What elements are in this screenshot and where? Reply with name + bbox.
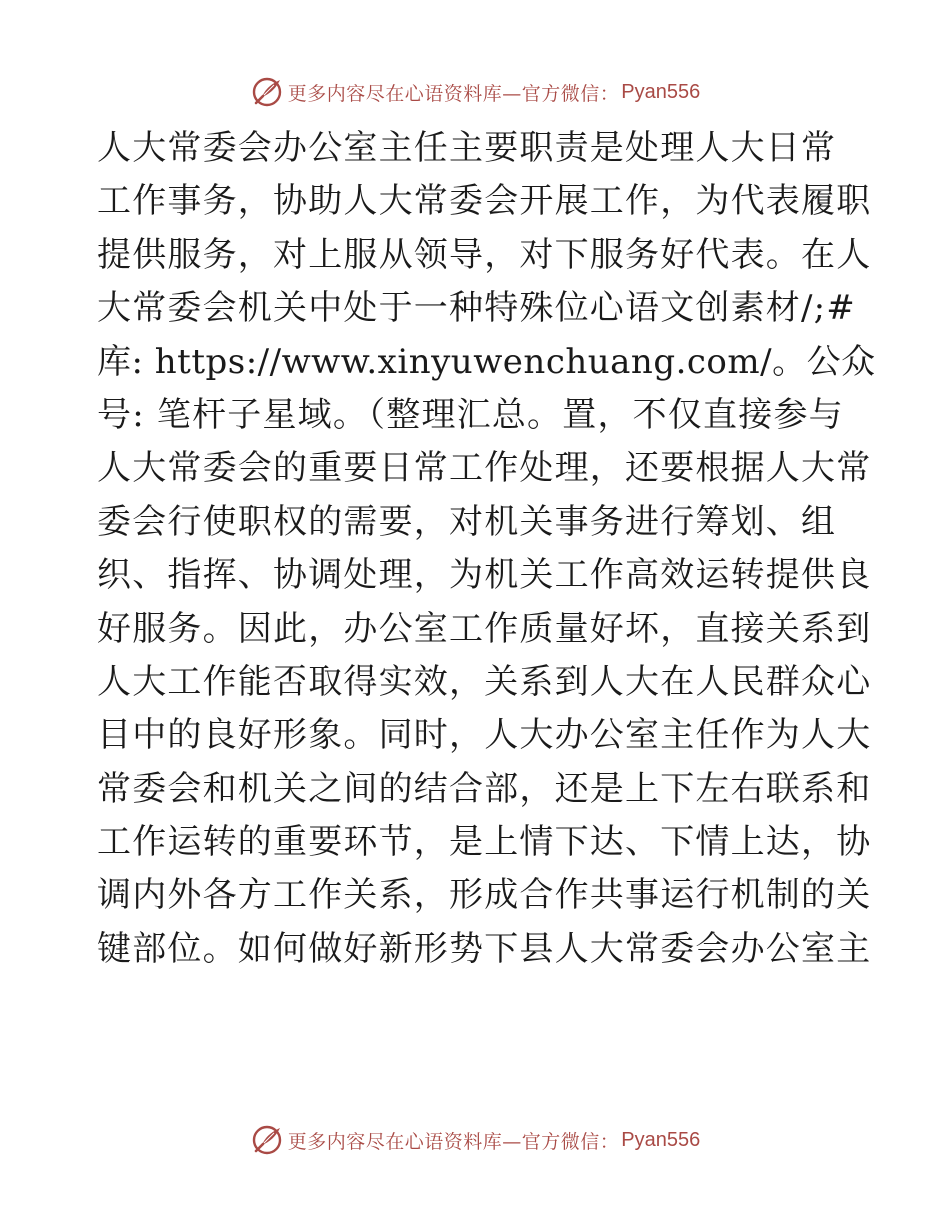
quill-pen-icon	[250, 75, 284, 109]
document-body	[97, 122, 876, 976]
text-line: 人大常委会的重要日常工作处理，还要根据人大常	[97, 448, 872, 489]
banner-text: 更多内容尽在心语资料库—官方微信：	[287, 1130, 620, 1153]
text-line: 好服务。因此，办公室工作质量好坏，直接关系到	[97, 608, 872, 649]
text-line: 调内外各方工作关系，形成合作共事运行机制的关	[97, 875, 872, 916]
text-line: 号: 笔杆子星域。（整理汇总。置，不仅直接参与	[97, 394, 844, 435]
wechat-id: Pyan556	[621, 80, 701, 103]
text-line: 工作运转的重要环节，是上情下达、下情上达，协	[97, 822, 872, 863]
banner-text: 更多内容尽在心语资料库—官方微信：	[287, 82, 620, 105]
quill-pen-icon	[250, 1123, 284, 1157]
text-line: 工作事务，协助人大常委会开展工作，为代表履职	[97, 181, 872, 222]
text-line: 目中的良好形象。同时，人大办公室主任作为人大	[97, 715, 872, 756]
text-line: 委会行使职权的需要，对机关事务进行筹划、组	[97, 501, 837, 542]
footer-watermark-banner	[0, 1118, 950, 1162]
wechat-id: Pyan556	[621, 1128, 701, 1151]
text-line: 常委会和机关之间的结合部，还是上下左右联系和	[97, 768, 872, 809]
text-line: 织、指挥、协调处理，为机关工作高效运转提供良	[97, 555, 872, 596]
text-line: 人大工作能否取得实效，关系到人大在人民群众心	[97, 661, 872, 702]
header-watermark-banner	[0, 70, 950, 114]
text-line: 库: https://www.xinyuwenchuang.com/。公众	[97, 341, 876, 382]
text-line: 人大常委会办公室主任主要职责是处理人大日常	[97, 128, 837, 168]
text-line: 键部位。如何做好新形势下县人大常委会办公室主	[97, 928, 872, 969]
text-line: 大常委会机关中处于一种特殊位心语文创素材/;#	[97, 288, 856, 329]
text-line: 提供服务，对上服从领导，对下服务好代表。在人	[97, 234, 872, 275]
